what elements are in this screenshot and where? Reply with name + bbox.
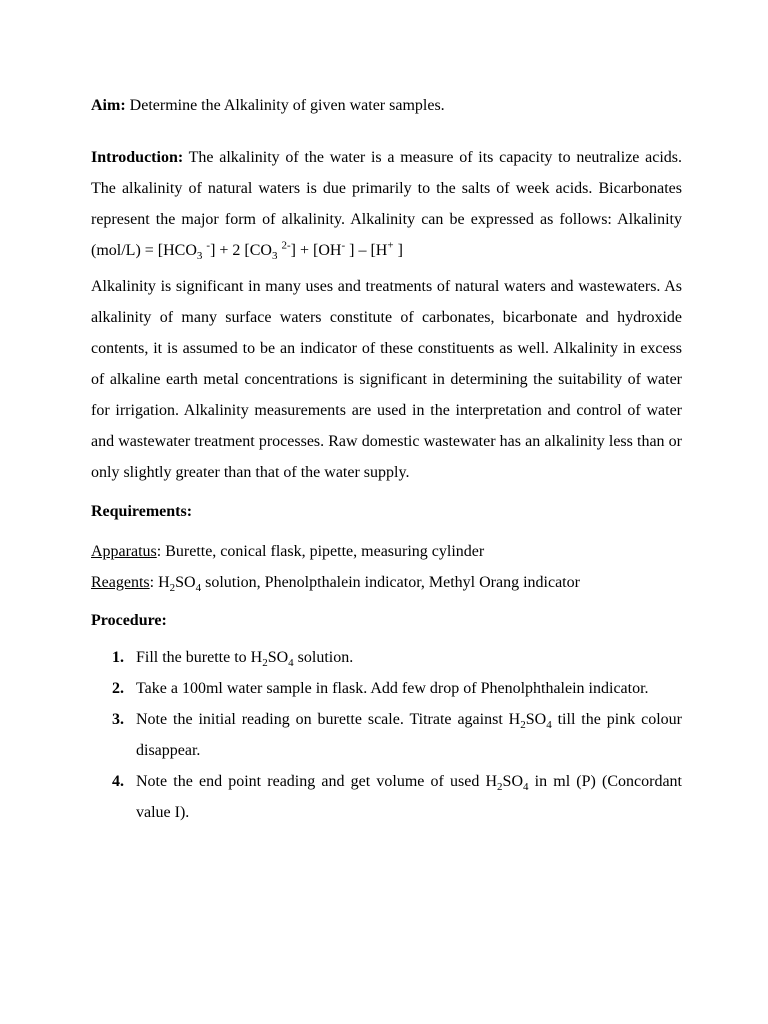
step-subscript: 2 — [520, 719, 526, 732]
procedure-step — [91, 766, 682, 828]
introduction-label: Introduction: — [91, 149, 184, 166]
formula-superscript: - — [341, 239, 346, 252]
procedure-steps — [91, 642, 682, 828]
step-number: 3. — [112, 711, 124, 728]
procedure-step — [91, 642, 682, 673]
step-number: 2. — [112, 680, 124, 697]
formula-part: ] – [H — [349, 242, 388, 259]
step-text: SO — [267, 649, 289, 666]
formula-part: [HCO — [157, 242, 197, 259]
apparatus-line — [91, 536, 682, 567]
step-subscript: 2 — [262, 657, 268, 670]
formula-subscript: 3 — [271, 250, 278, 263]
step-text: Note the initial reading on burette scale. Titrate against H — [136, 711, 521, 728]
step-text: SO — [525, 711, 547, 728]
step-text: SO — [502, 773, 523, 790]
formula-superscript: 2- — [281, 239, 291, 252]
formula-subscript: 3 — [196, 250, 203, 263]
reagents-text: : H — [149, 574, 170, 591]
body-paragraph: Alkalinity is significant in many uses and treatments of natural waters and wastewaters. As alkalinity of many surface waters constitute of carbonates, bicarbonate and hydroxide contents, it is assumed to be an indicator of these constituents as well. Alkalinity in excess of alkaline earth metal concentrations is significant in determining the suitability of water for irrigation. Alkalinity measurements are used in the interpretation and control of water and wastewater treatment processes. Raw domestic wastewater has an alkalinity less than or only slightly greater than that of the water supply. — [91, 278, 682, 481]
reagents-label: Reagents — [91, 574, 150, 591]
reagents-text: solution, Phenolpthalein indicator, Methyl Orang indicator — [201, 574, 580, 591]
reagents-line — [91, 567, 682, 598]
step-text: Note the end point reading and get volume of used H — [136, 773, 498, 790]
aim-label: Aim: — [91, 97, 126, 114]
step-subscript: 4 — [288, 657, 294, 670]
alkalinity-formula — [157, 239, 403, 263]
reagents-text: SO — [175, 574, 196, 591]
formula-superscript: + — [387, 239, 394, 252]
formula-part: ] + 2 [CO — [210, 242, 272, 259]
step-subscript: 2 — [497, 781, 503, 794]
procedure-step — [91, 673, 682, 704]
reagents-subscript: 4 — [195, 582, 202, 595]
step-text: till the pink colour disappear. — [136, 711, 683, 759]
step-number: 1. — [112, 649, 124, 666]
step-text: solution. — [293, 649, 354, 666]
aim-paragraph — [91, 90, 682, 121]
step-subscript: 4 — [523, 781, 529, 794]
requirements-heading: Requirements: — [91, 503, 193, 520]
apparatus-text: : Burette, conical flask, pipette, measuring cylinder — [156, 543, 485, 560]
aim-text: Determine the Alkalinity of given water samples. — [129, 97, 445, 114]
introduction-paragraph — [91, 142, 682, 266]
procedure-heading: Procedure: — [91, 612, 167, 629]
apparatus-label: Apparatus — [91, 543, 157, 560]
formula-part: ] — [397, 242, 403, 259]
step-text: Fill the burette to H — [136, 649, 263, 666]
formula-superscript: - — [206, 239, 211, 252]
formula-part: ] + [OH — [290, 242, 342, 259]
step-text: in ml (P) (Concordant value I). — [136, 773, 682, 821]
step-text: Take a 100ml water sample in flask. Add few drop of Phenolphthalein indicator. — [136, 680, 649, 697]
introduction-text: The alkalinity of the water is a measure of its capacity to neutralize acids. The alkalinity of natural waters is due primarily to the salts of week acids. Bicarbonates represent the major form of alkalinity. Alkalinity can be expressed as follows: Alkalinity (mol/L) = — [91, 149, 683, 259]
step-number: 4. — [112, 773, 124, 790]
reagents-subscript: 2 — [169, 582, 176, 595]
procedure-step — [91, 704, 682, 766]
step-subscript: 4 — [546, 719, 552, 732]
